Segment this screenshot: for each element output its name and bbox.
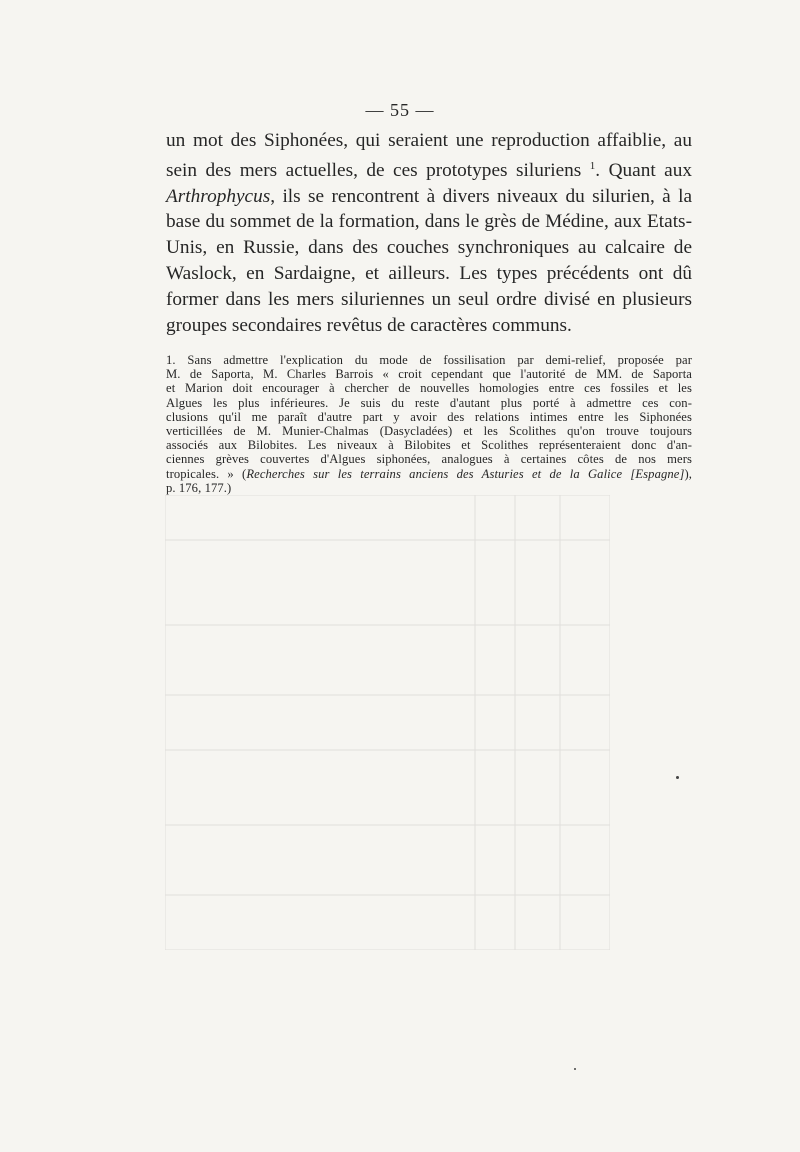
footnote-line-7: associés aux Bilobites. Les niveaux à Bilobites et Scolithes représenteraient donc d'an-: [166, 438, 692, 453]
body-line-5: Unis, en Russie, dans des couches synchroniques au calcaire de: [166, 237, 692, 259]
body-line-1: un mot des Siphonées, qui seraient une reproduction affaiblie, au: [166, 130, 692, 151]
body-line-2-text: sein des mers actuelles, de ces prototypes siluriens: [166, 159, 590, 181]
footnote-line-4: Algues les plus inférieures. Je suis du reste d'autant plus porté à admettre ces con-: [166, 395, 692, 410]
ink-speck: [574, 1068, 576, 1070]
footnote: [166, 353, 692, 495]
footnote-line-10: p. 176, 177.): [166, 480, 232, 495]
footnote-line-8: ciennes grèves couvertes d'Algues siphonées, analogues à certaines côtes de nos mers: [166, 452, 692, 467]
page-number: — 55 —: [365, 100, 435, 120]
body-line-2: [166, 154, 692, 184]
footnote-marker: 1: [589, 159, 596, 172]
footnote-line-9: [166, 467, 692, 481]
body-line-6: Waslock, en Sardaigne, et ailleurs. Les types précédents ont dû: [166, 262, 692, 284]
footnote-line-3: et Marion doit encourager à chercher de nouvelles homologies entre ces fossiles et les: [166, 381, 692, 396]
footnote-line-1: 1. Sans admettre l'explication du mode de fossilisation par demi-relief, proposée par: [166, 353, 692, 367]
body-line-8: groupes secondaires revêtus de caractères communs.: [166, 314, 572, 336]
body-line-4: base du sommet de la formation, dans le grès de Médine, aux Etats-: [166, 211, 692, 233]
footnote-line-9-text: tropicales. » (: [166, 466, 247, 481]
body-paragraph: [166, 128, 692, 338]
body-line-3: [166, 184, 692, 210]
ink-speck: [676, 776, 679, 779]
citation-title: Recherches sur les terrains anciens des Asturies et de la Galice: [246, 466, 623, 481]
citation-bracket: [Espagne]: [630, 466, 685, 481]
genus-name: Arthrophycus: [166, 185, 271, 207]
citation-end: ),: [684, 466, 693, 481]
show-through-table: [165, 495, 610, 950]
footnote-line-6: verticillées de M. Munier-Chalmas (Dasycladées) et les Scolithes qu'on trouve toujours: [166, 424, 692, 439]
body-line-2-tail: . Quant aux: [595, 159, 692, 181]
footnote-line-2: M. de Saporta, M. Charles Barrois « croit cependant que l'autorité de MM. de Saporta: [166, 367, 692, 382]
footnote-line-5: clusions qu'il me paraît d'autre part y avoir des relations intimes entre les Siphonées: [166, 409, 692, 424]
body-line-3-text: , ils se rencontrent à divers niveaux du silurien, à la: [270, 185, 692, 207]
body-line-7: former dans les mers siluriennes un seul ordre divisé en plusieurs: [166, 288, 692, 310]
